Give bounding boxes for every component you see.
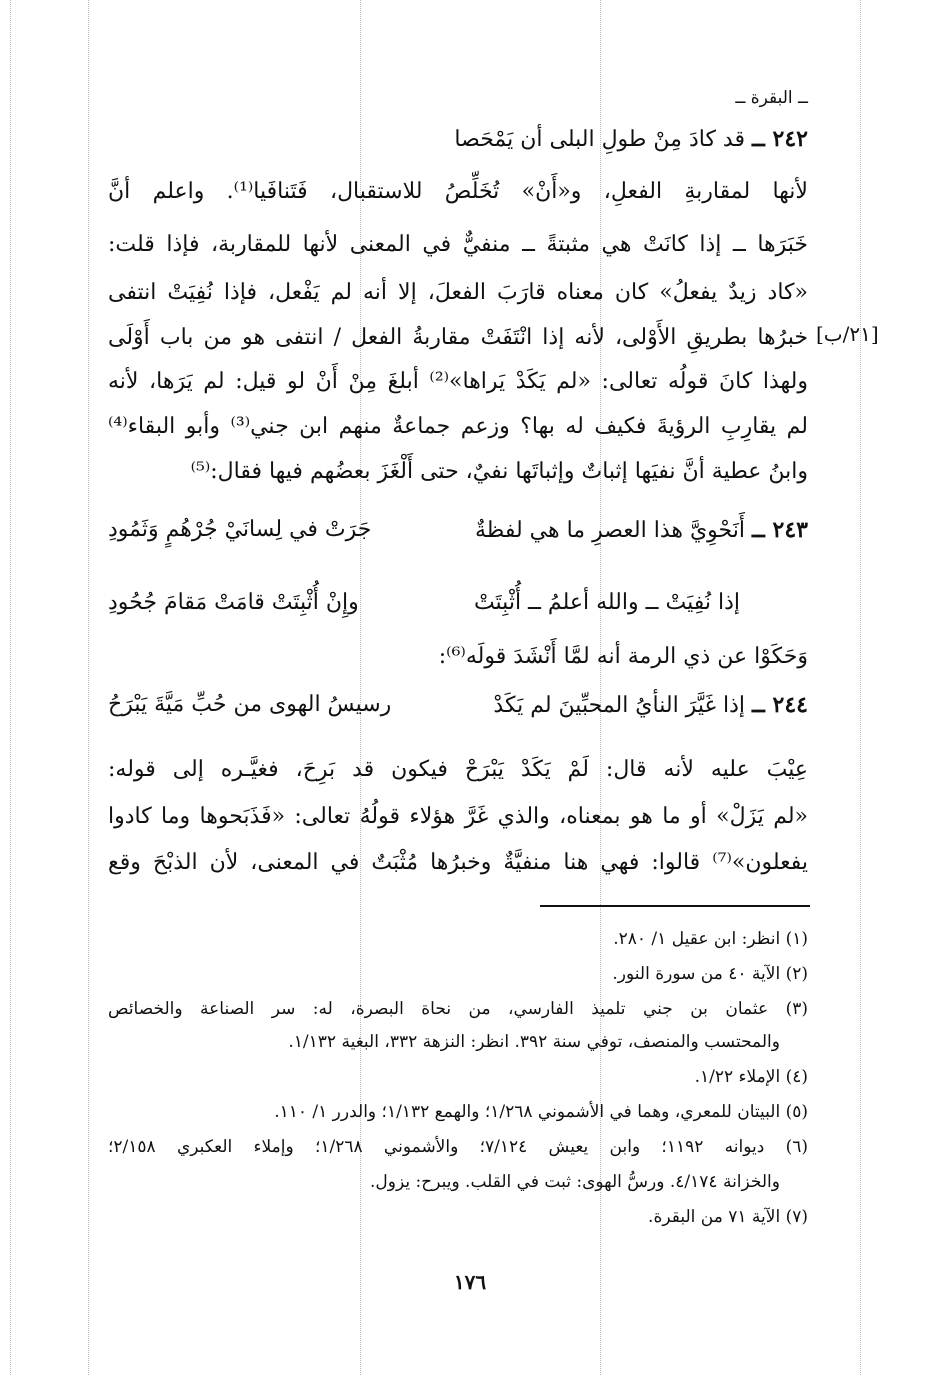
footnote: (١) انظر: ابن عقيل ١/ ٢٨٠. [613,929,808,949]
footnote: (٤) الإملاء ١/٢٢. [694,1067,808,1087]
verse-number: ٢٤٢ ــ [751,126,808,152]
footnote: (٧) الآية ٧١ من البقرة. [648,1207,808,1227]
scan-dotted-border [88,0,89,1375]
verse-242 [454,122,808,157]
footnote: (٢) الآية ٤٠ من سورة النور. [612,964,808,984]
hemistich: جَرَتْ في لِسانَيْ جُرْهُمٍ وَثَمُودِ [108,517,372,542]
footnote-continued: والمحتسب والمنصف، توفي سنة ٣٩٢. انظر: النزهة ٣٣٢، البغية ١/١٣٢. [288,1032,780,1052]
hemistich: إذا غَيَّرَ النأيُ المحبِّينَ لم يَكَدْ [493,693,745,718]
body-line: وابنُ عطية أنَّ نفيَها إثباتٌ وإثباتَها نفيٌ، حتى أَلْغَزَ بعضُهم فيها فقال:⁽⁵⁾ [190,459,808,484]
footnote: (٣) عثمان بن جني تلميذ الفارسي، من نحاة البصرة، له: سر الصناعة والخصائص [108,999,808,1019]
body-line: يفعلون»⁽⁷⁾ قالوا: فهي هنا منفيَّةٌ وخبرُها مُثْبَتٌ في المعنى، لأن الذبْحَ وقع [108,850,808,875]
body-line: خبرُها بطريقِ الأَوْلى، لأنه إذا انْتَفَتْ مقاربةُ الفعل / انتفى هو من باب أَوْلَى [108,325,809,350]
verse-number: ٢٤٣ ــ [751,517,808,543]
page-number: ١٧٦ [453,1270,487,1294]
manuscript-folio-marker: [٢١/ب] [816,322,879,346]
footnote-separator [540,905,810,907]
hemistich: إذا نُفِيَتْ ــ والله أعلمُ ــ أُثْبِتَتْ [473,590,740,615]
hemistich: رسيسُ الهوى من حُبِّ مَيَّةَ يَبْرَحُ [108,692,392,717]
body-line: لم يقارِبِ الرؤيةَ فكيف له بها؟ وزعم جماعةٌ منهم ابن جني⁽³⁾ وأبو البقاء⁽⁴⁾ [108,414,808,439]
body-line: خَبَرَها ــ إذا كانَتْ هي مثبتةً ــ منفيٌّ في المعنى لأنها للمقاربة، فإذا قلت: [108,232,808,257]
verse-number: ٢٤٤ ــ [751,692,808,718]
footnote: (٦) ديوانه ١١٩٢؛ وابن يعيش ٧/١٢٤؛ والأشموني ١/٢٦٨؛ وإملاء العكبري ٢/١٥٨؛ [108,1137,808,1157]
hemistich: أَنَحْوِيَّ هذا العصرِ ما هي لفظةٌ [474,518,745,543]
body-line: عِيْبَ عليه لأنه قال: لَمْ يَكَدْ يَبْرَحْ فيكون قد بَرِحَ، فغيَّـره إلى قوله: [108,757,808,782]
scan-dotted-border-left [10,0,11,1375]
verse-244-first [493,688,808,723]
running-header: ــ البقرة ــ [735,88,808,108]
body-line: وَحَكَوْا عن ذي الرمة أنه لمَّا أَنْشَدَ قولَه⁽⁶⁾: [438,644,808,669]
scan-dotted-border-right [860,0,861,1375]
body-line: «كاد زيدٌ يفعلُ» كان معناه قارَبَ الفعلَ، إلا أنه لم يَفْعل، فإذا نُفِيَتْ انتفى [108,280,808,305]
body-line: لأنها لمقاربةِ الفعلِ، و«أَنْ» تُخَلِّصُ للاستقبال، فَتَنافَيا⁽¹⁾. واعلم أنَّ [108,179,808,204]
verse-text: قد كادَ مِنْ طولِ البلى أن يَمْحَصا [454,127,745,152]
body-line: «لم يَزَلْ» أو ما هو بمعناه، والذي غَرَّ هؤلاء قولُهُ تعالى: «فَذَبَحوها وما كادوا [108,804,808,829]
hemistich: وإِنْ أُثْبِتَتْ قامَتْ مَقامَ جُحُودِ [108,590,359,615]
footnote-continued: والخزانة ٤/١٧٤. ورسُّ الهوى: ثبت في القلب. ويبرح: يزول. [370,1172,780,1192]
footnote: (٥) البيتان للمعري، وهما في الأشموني ١/٢٦٨؛ والهمع ١/١٣٢؛ والدرر ١/ ١١٠. [274,1102,808,1122]
verse-243-first [475,513,808,548]
body-line: ولهذا كانَ قولُه تعالى: «لم يَكَدْ يَراها»⁽²⁾ أبلغَ مِنْ أَنْ لو قيل: لم يَرَها، لأنه [108,369,808,394]
